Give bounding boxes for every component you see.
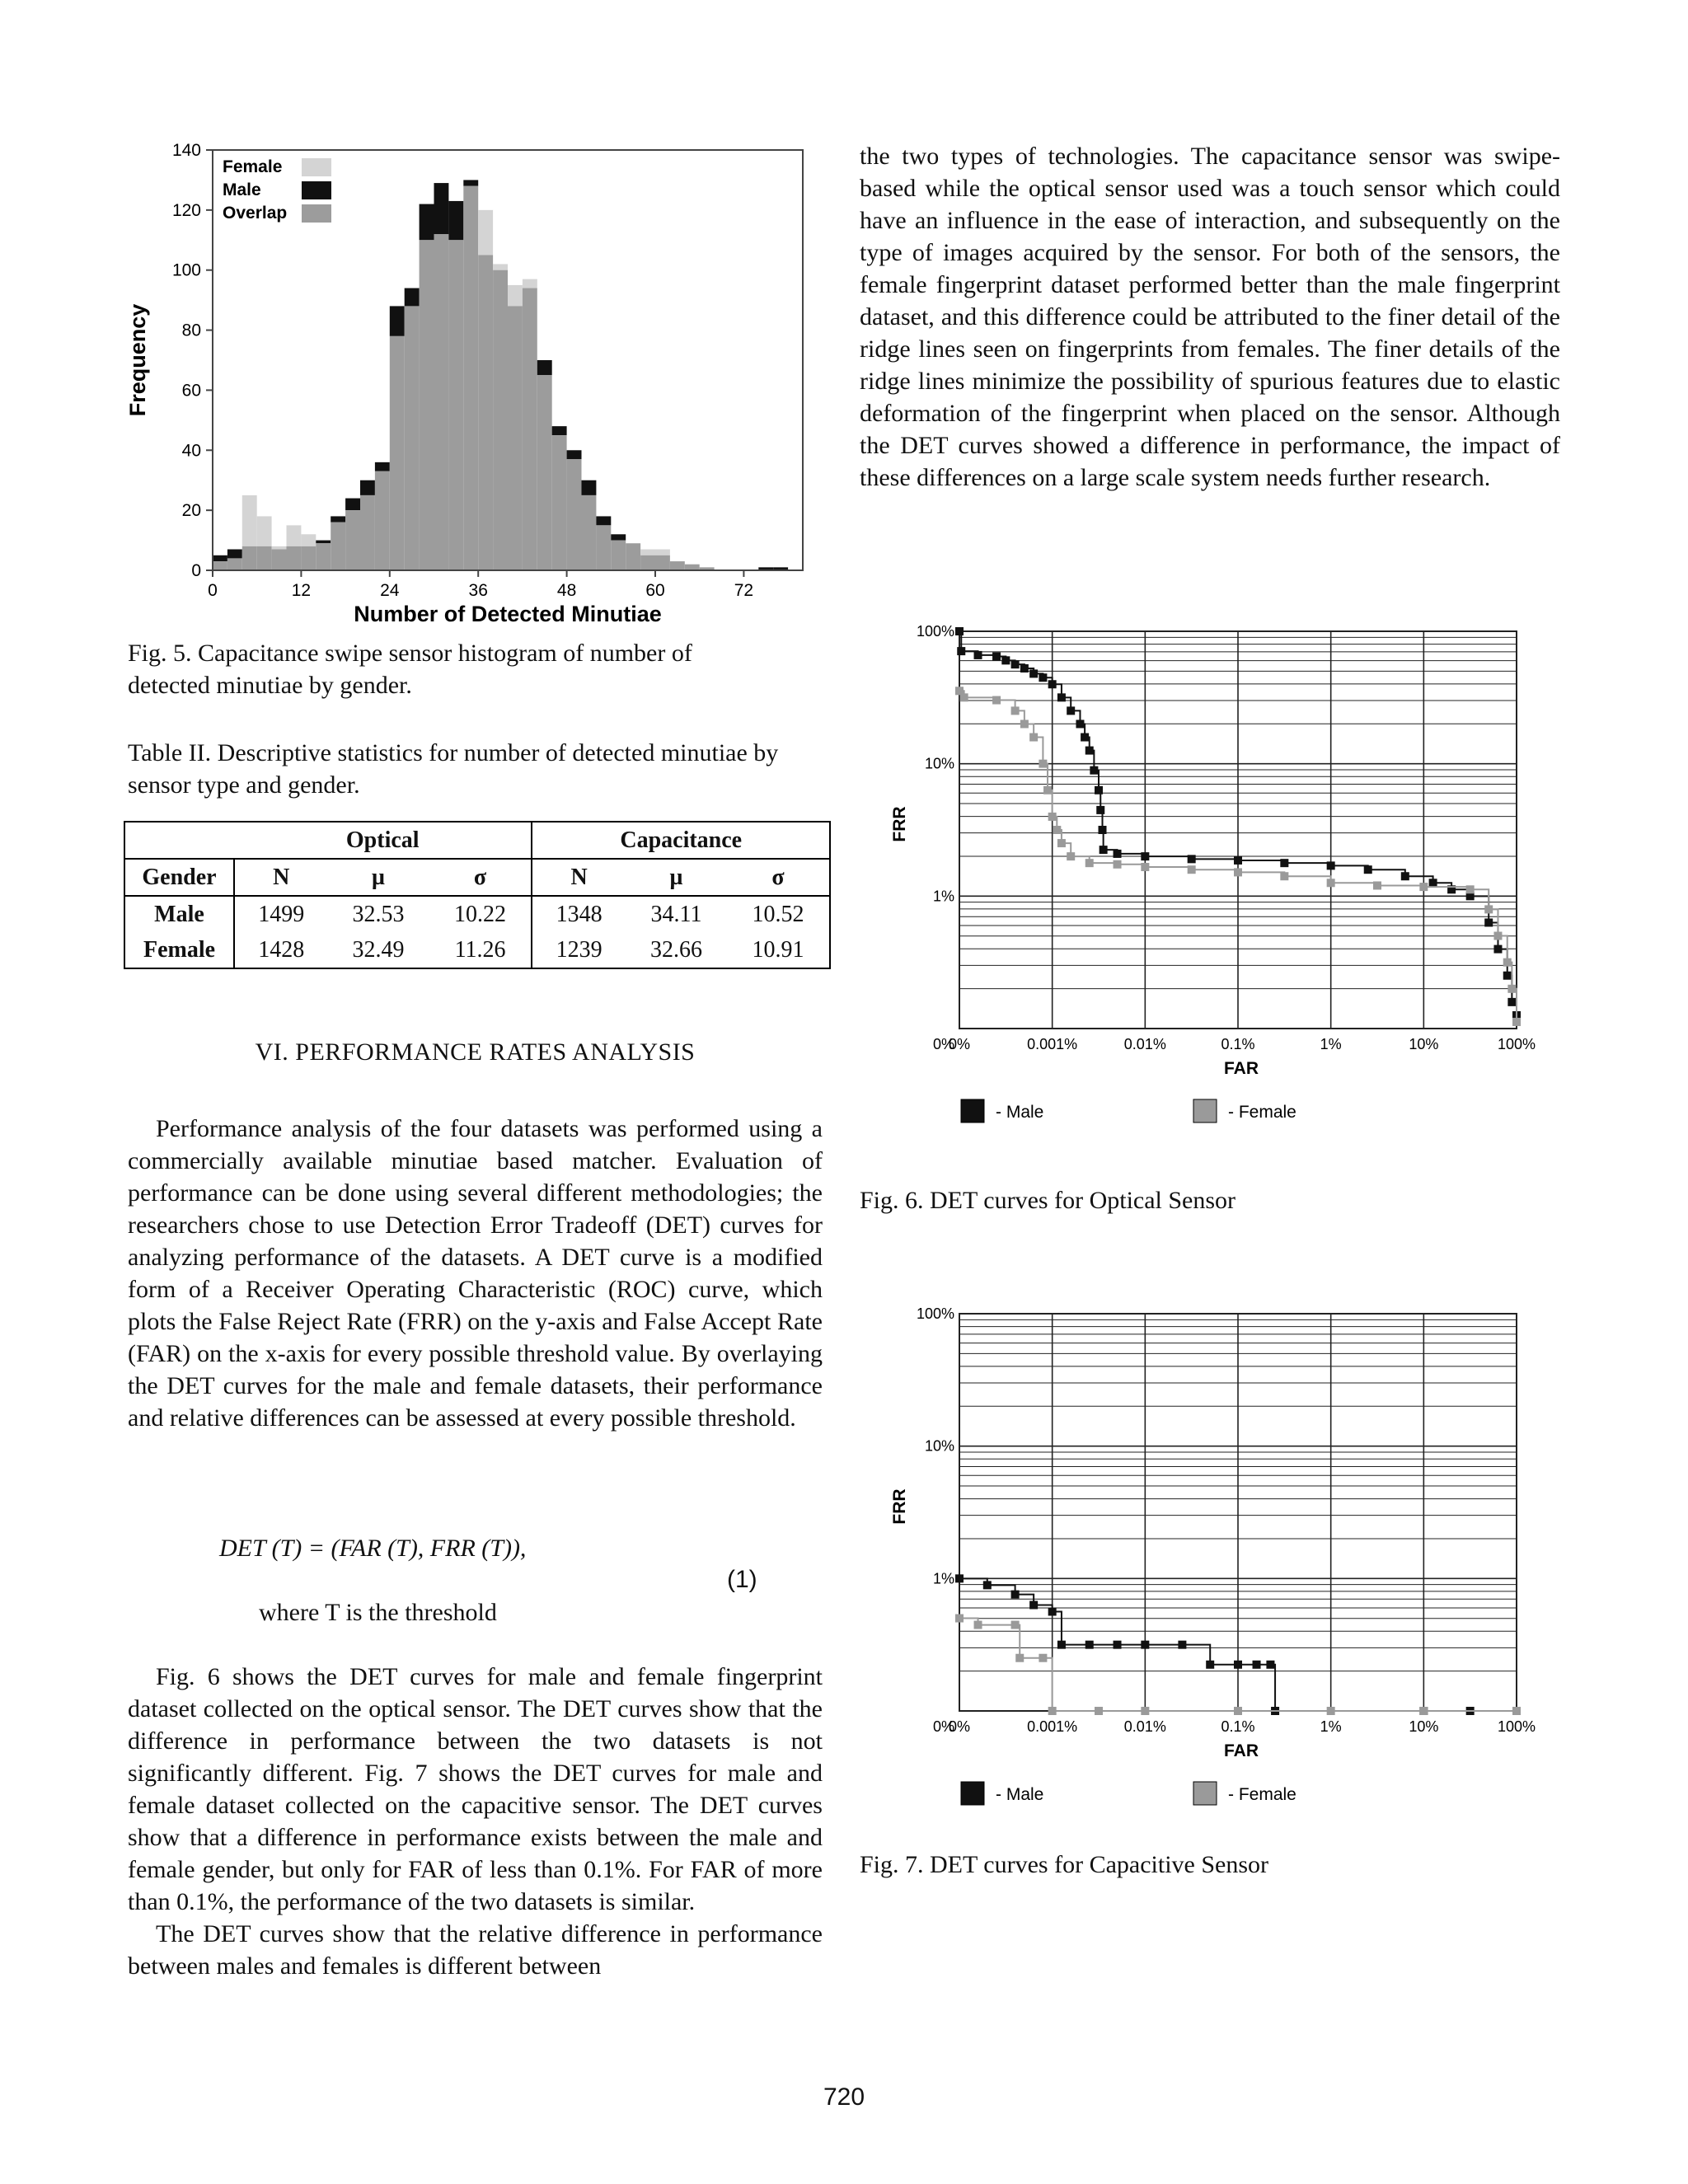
fig6-point-male [1085, 747, 1094, 755]
fig6-y-tick-label: 100% [916, 623, 954, 640]
fig7-point-male [1234, 1661, 1242, 1669]
fig5-bar-overlap [670, 561, 685, 570]
fig6-point-female [1141, 863, 1149, 871]
fig6-point-male [1234, 856, 1242, 865]
fig5-legend-female-label: Female [223, 157, 283, 176]
table-row [124, 932, 830, 968]
equation-note: where T is the threshold [259, 1599, 497, 1626]
fig5-legend-overlap-swatch [302, 204, 331, 223]
table2-cell: 10.52 [727, 896, 830, 932]
fig5-y-tick-label: 40 [181, 441, 201, 461]
fig5-bar-overlap [213, 561, 227, 570]
fig5-y-tick-label: 20 [181, 501, 201, 521]
fig7-point-male [1253, 1661, 1261, 1669]
fig5-bar-overlap [596, 525, 611, 570]
fig5-legend-overlap-label: Overlap [223, 204, 288, 223]
fig6-point-male [1099, 826, 1107, 834]
paragraph: Performance analysis of the four datasets was performed using a commercially available minutiae based matcher. Evaluation of performance can be done using several different methodologies; the researchers chose to use Detection Error Tradeoff (DET) curves for analyzing performance of the datasets. A DET curve is a modified form of a Receiver Operating Characteristic (ROC) curve, which plots the False Reject Rate (FRR) on the y-axis and False Accept Rate (FAR) on the x-axis for every possible threshold value. By overlaying the DET curves for the male and female datasets, their performance and relative differences can be assessed at every possible threshold. [128, 1115, 823, 1432]
fig5-bar-overlap [375, 471, 390, 570]
fig7-x-tick-label: 10% [1409, 1718, 1439, 1735]
fig7-point-male [1141, 1641, 1149, 1649]
table2-cell: 32.53 [327, 896, 429, 932]
fig6-point-male [1401, 872, 1409, 880]
fig5-bar-excess [463, 180, 478, 185]
fig6-y-tick-label: 10% [924, 755, 954, 772]
table2-cell: 1348 [532, 896, 625, 932]
fig5-x-tick-label: 60 [645, 581, 665, 600]
fig6-point-female [1466, 885, 1475, 893]
fig5-histogram [115, 132, 824, 635]
table2-cell: Female [143, 936, 216, 963]
fig7-point-female [1095, 1707, 1103, 1715]
fig7-point-male [1029, 1601, 1038, 1609]
fig5-bar-overlap [685, 565, 700, 570]
fig7-point-female [1512, 1707, 1521, 1715]
table2-cell: 1499 [234, 896, 327, 932]
fig6-point-male [1001, 656, 1010, 664]
fig6-point-female [1507, 985, 1516, 993]
table2 [124, 821, 831, 969]
table2-header: Gender [124, 859, 234, 896]
fig7-y-axis-label: FRR [890, 1488, 909, 1525]
fig7-point-female [1048, 1707, 1057, 1715]
fig5-bar-overlap [345, 510, 360, 570]
fig7-grid [959, 1314, 1517, 1711]
fig6-point-male [1188, 855, 1196, 863]
fig5-bar-overlap [257, 546, 272, 570]
table2-group-optical: Optical [345, 827, 420, 853]
fig7-point-male [983, 1581, 992, 1589]
fig7-point-male [1011, 1591, 1020, 1599]
fig6-point-male [1067, 706, 1075, 715]
fig6-point-male [1507, 998, 1516, 1006]
fig5-bar-overlap [655, 555, 670, 570]
fig5-bar-excess [508, 285, 523, 307]
fig6-point-male [1141, 852, 1149, 860]
fig6-point-female [1011, 706, 1020, 715]
fig5-bar-excess [478, 210, 493, 255]
fig7-point-female [1039, 1654, 1047, 1662]
fig7-legend-swatch-female [1193, 1782, 1217, 1805]
fig6-point-female [1053, 826, 1061, 834]
fig6-legend-label-male: - Male [996, 1103, 1044, 1122]
fig5-x-tick-label: 72 [734, 581, 754, 600]
fig6-point-female [1188, 865, 1196, 874]
fig5-bar-overlap [552, 435, 567, 570]
fig5-bar-excess [360, 480, 375, 495]
fig5-x-tick-label: 48 [556, 581, 577, 600]
fig7-caption: Fig. 7. DET curves for Capacitive Sensor [860, 1851, 1269, 1878]
fig5-bar-overlap [420, 240, 434, 570]
fig6-point-male [1503, 972, 1512, 980]
fig5-bar-overlap [567, 459, 582, 570]
fig6-point-male [974, 651, 982, 659]
fig5-y-axis-label: Frequency [125, 303, 150, 417]
fig5-bars [213, 180, 788, 570]
fig6-point-female [1484, 905, 1493, 913]
fig7-det-chart [874, 1301, 1558, 1820]
fig6-det-chart [874, 618, 1558, 1137]
fig5-bar-excess [405, 288, 420, 307]
fig5-bar-excess [390, 306, 405, 335]
fig6-point-female [1029, 733, 1038, 742]
fig7-legend-swatch-male [961, 1782, 984, 1805]
fig5-bar-excess [537, 360, 552, 375]
fig6-caption: Fig. 6. DET curves for Optical Sensor [860, 1187, 1236, 1214]
fig7-point-male [1178, 1641, 1186, 1649]
table2-header: N [234, 859, 327, 896]
fig5-bar-overlap [508, 306, 523, 570]
fig7-x-tick-label: 0.001% [1027, 1718, 1078, 1735]
fig6-x-tick-label: 0.1% [1221, 1036, 1255, 1052]
fig6-point-female [1039, 760, 1047, 768]
fig5-bar-excess [434, 183, 449, 234]
fig7-point-female [1141, 1707, 1149, 1715]
fig7-point-male [1266, 1661, 1274, 1669]
fig6-point-female [1503, 958, 1512, 967]
table2-header: µ [327, 859, 429, 896]
fig5-bar-excess [257, 516, 272, 546]
fig5-bar-excess [301, 534, 316, 546]
fig5-legend [223, 157, 331, 223]
fig5-x-tick-label: 36 [468, 581, 488, 600]
fig5-x-tick-label: 24 [380, 581, 400, 600]
fig6-point-female [1493, 932, 1502, 940]
fig5-x-axis-label: Number of Detected Minutiae [354, 602, 662, 626]
fig6-point-male [1029, 669, 1038, 677]
fig5-y-tick-label: 60 [181, 381, 201, 401]
fig5-legend-female-swatch [302, 158, 331, 176]
fig5-bar-overlap [523, 288, 537, 570]
fig7-point-male [955, 1574, 964, 1582]
table2-cell: 11.26 [454, 936, 506, 963]
table2-group-capacitance: Capacitance [532, 822, 830, 859]
fig5-y-tick-label: 100 [171, 260, 201, 280]
fig7-legend-label-male: - Male [996, 1785, 1044, 1804]
fig5-bar-excess [272, 546, 287, 550]
fig5-bar-excess [655, 550, 670, 555]
fig6-point-male [1011, 660, 1020, 668]
fig6-point-male [1484, 918, 1493, 926]
fig6-x-tick-label: 0.001% [1027, 1036, 1078, 1052]
fig5-bar-excess [287, 525, 302, 546]
fig7-point-female [955, 1615, 964, 1623]
fig5-bar-excess [213, 555, 227, 561]
fig6-x-tick-label: 1% [1320, 1036, 1342, 1052]
equation-number: (1) [727, 1566, 757, 1593]
fig6-point-female [1020, 719, 1029, 728]
fig5-bar-overlap [463, 186, 478, 570]
fig6-x-tick-label: 0% [948, 1036, 971, 1052]
table2-cell: 34.11 [626, 896, 727, 932]
fig6-point-female [1067, 852, 1075, 860]
fig6-point-female [1114, 860, 1122, 869]
fig5-bar-excess [227, 550, 242, 559]
section-heading: VI. PERFORMANCE RATES ANALYSIS [255, 1038, 696, 1066]
fig6-legend [961, 1099, 1296, 1122]
fig6-y-tick-label: 1% [932, 888, 954, 905]
fig6-x-tick-label: 0.01% [1123, 1036, 1166, 1052]
fig5-bar-excess [242, 495, 257, 546]
table2-cell: 32.49 [352, 936, 405, 963]
fig5-bar-excess [331, 516, 345, 522]
fig7-y-tick-label: 100% [916, 1305, 954, 1322]
fig5-bar-overlap [301, 546, 316, 570]
fig6-x-axis-label: FAR [1224, 1059, 1259, 1078]
fig6-point-female [1373, 881, 1381, 889]
fig7-point-male [1114, 1641, 1122, 1649]
fig5-bar-excess [596, 516, 611, 525]
fig5-bar-excess [552, 426, 567, 435]
fig5-y-tick-label: 120 [171, 200, 201, 220]
table2-cell: 10.91 [752, 936, 804, 963]
fig5-bar-overlap [626, 543, 640, 570]
fig5-bar-overlap [331, 523, 345, 570]
fig5-caption: Fig. 5. Capacitance swipe sensor histogram of number of detected minutiae by gender. [128, 640, 692, 699]
paragraph: The DET curves show that the relative difference in performance between males and females is different between [128, 1920, 823, 1980]
table2-cell: 32.66 [649, 936, 702, 963]
fig6-point-male [1100, 846, 1108, 854]
fig7-y-tick-label: 10% [924, 1437, 954, 1455]
fig5-bar-excess [611, 534, 626, 540]
fig7-x-tick-label: 1% [1320, 1718, 1342, 1735]
fig6-point-female [960, 693, 968, 701]
table2-header: σ [727, 859, 830, 896]
fig5-bar-excess [375, 462, 390, 471]
fig6-point-male [1095, 786, 1103, 794]
fig6-point-female [1048, 813, 1057, 821]
fig6-point-male [1039, 673, 1047, 682]
fig5-x-ticks [208, 570, 753, 600]
fig6-point-male [1429, 879, 1437, 887]
fig5-bar-overlap [434, 234, 449, 570]
fig5-bar-overlap [478, 255, 493, 571]
fig5-bar-overlap [316, 543, 331, 570]
fig6-point-female [1512, 1018, 1521, 1026]
fig6-point-male [1057, 693, 1066, 701]
fig6-point-female [992, 696, 1001, 705]
fig6-point-female [1419, 883, 1428, 891]
table2-header: σ [429, 859, 532, 896]
fig7-point-male [1048, 1608, 1057, 1616]
fig5-bar-excess [316, 541, 331, 544]
fig5-bar-overlap [405, 306, 420, 570]
fig6-point-male [1114, 850, 1122, 858]
fig7-point-female [1327, 1707, 1335, 1715]
fig6-x-tick-label: 100% [1497, 1036, 1536, 1052]
fig5-bar-overlap [640, 555, 655, 570]
fig6-point-male [1493, 945, 1502, 954]
fig6-point-male [1280, 859, 1288, 867]
fig7-y-bottom-label: 0% [932, 1718, 954, 1735]
fig5-bar-overlap [360, 495, 375, 570]
fig5-bar-excess [582, 480, 597, 495]
fig6-point-female [1280, 872, 1288, 880]
fig5-bar-excess [448, 201, 463, 240]
fig6-point-male [1096, 806, 1104, 814]
fig5-bar-excess [567, 450, 582, 459]
table2-header-row [124, 859, 830, 896]
fig6-point-male [992, 653, 1001, 661]
fig7-point-female [1234, 1707, 1242, 1715]
fig7-y-tick-label: 1% [932, 1570, 954, 1587]
paragraph: the two types of technologies. The capacitance sensor was swipe-based while the optical sensor used was a touch sensor which could have an influence in the ease of interaction, and subsequently on the type of images acquired by the sensor. For both of the sensors, the female fingerprint dataset performed better than the male fingerprint dataset, and this difference could be attributed to the finer detail of the ridge lines seen on fingerprints from females. The finer details of the ridge lines minimize the possibility of spurious features due to elastic deformation of the fingerprint when placed on the sensor. Although the DET curves showed a difference in performance, the impact of these differences on a large scale system needs further research. [860, 143, 1560, 491]
table-row [124, 896, 830, 932]
table2-header: N [532, 859, 625, 896]
fig5-bar-excess [523, 279, 537, 288]
fig6-point-male [1327, 861, 1335, 869]
fig6-point-male [1081, 733, 1089, 742]
fig5-x-tick-label: 12 [291, 581, 312, 600]
fig5-bar-overlap [582, 495, 597, 570]
fig5-bar-overlap [611, 541, 626, 570]
fig7-x-tick-label: 100% [1497, 1718, 1536, 1735]
fig6-point-male [1020, 664, 1029, 673]
fig5-bar-overlap [537, 375, 552, 570]
fig7-point-male [1206, 1661, 1214, 1669]
fig6-point-male [1076, 719, 1084, 728]
fig7-x-tick-label: 0.1% [1221, 1718, 1255, 1735]
fig7-point-female [974, 1621, 982, 1629]
fig6-point-female [1327, 879, 1335, 887]
fig7-point-male [1057, 1641, 1066, 1649]
fig6-legend-swatch-female [1193, 1099, 1217, 1122]
fig5-legend-male-label: Male [223, 180, 261, 199]
fig6-grid [959, 631, 1517, 1029]
fig6-y-bottom-label: 0% [932, 1036, 954, 1052]
fig7-x-tick-label: 0% [948, 1718, 971, 1735]
fig5-y-ticks [172, 141, 213, 580]
fig6-point-female [1057, 839, 1066, 847]
fig6-point-female [1234, 868, 1242, 876]
fig5-bar-overlap [493, 270, 508, 570]
equation-formula: DET (T) = (FAR (T), FRR (T)), [219, 1535, 527, 1562]
fig6-tick-labels [917, 623, 1536, 1052]
fig5-y-tick-label: 0 [191, 561, 201, 580]
table2-cell: 10.22 [429, 896, 532, 932]
fig6-point-female [1043, 786, 1052, 794]
fig5-y-tick-label: 80 [181, 321, 201, 340]
fig5-bar-overlap [287, 546, 302, 570]
fig5-x-tick-label: 0 [208, 581, 218, 600]
fig7-point-female [1011, 1621, 1020, 1629]
fig7-legend [961, 1782, 1296, 1805]
fig5-bar-excess [420, 204, 434, 241]
fig5-bar-excess [345, 499, 360, 511]
fig6-x-tick-label: 10% [1409, 1036, 1439, 1052]
fig6-legend-label-female: - Female [1228, 1103, 1296, 1122]
fig7-x-axis-label: FAR [1224, 1741, 1259, 1760]
fig6-point-female [1085, 859, 1094, 867]
table2-header: µ [626, 859, 727, 896]
fig5-bar-overlap [242, 546, 257, 570]
fig7-tick-labels [917, 1305, 1536, 1735]
fig5-legend-male-swatch [302, 181, 331, 199]
fig6-point-male [957, 647, 965, 655]
fig7-x-tick-label: 0.01% [1123, 1718, 1166, 1735]
fig7-legend-label-female: - Female [1228, 1785, 1296, 1804]
fig6-point-male [955, 627, 964, 635]
fig6-point-male [1090, 766, 1098, 775]
fig5-bar-excess [493, 264, 508, 269]
fig7-point-male [1085, 1641, 1094, 1649]
table2-cell: Male [124, 896, 234, 932]
fig5-bar-overlap [227, 558, 242, 570]
fig6-legend-swatch-male [961, 1099, 984, 1122]
fig6-point-male [1364, 865, 1372, 874]
table2-caption: Table II. Descriptive statistics for number of detected minutiae by sensor type and gender. [128, 739, 779, 799]
fig5-bar-overlap [390, 336, 405, 570]
fig5-bar-overlap [448, 240, 463, 570]
fig6-point-male [1048, 680, 1057, 688]
page-number: 720 [823, 2083, 865, 2111]
table2-group-header-row [124, 822, 830, 859]
fig5-bar-excess [640, 550, 655, 555]
table2-cell: 1239 [532, 932, 625, 968]
paragraph: Fig. 6 shows the DET curves for male and female fingerprint dataset collected on the optical sensor. The DET curves show that the difference in performance between the two datasets is not significantly different. Fig. 7 shows the DET curves for male and female dataset collected on the capacitive sensor. The DET curves show that a difference in performance exists between the male and female gender, but only for FAR of less than 0.1%. For FAR of more than 0.1%, the performance of the two datasets is similar. [128, 1663, 823, 1915]
fig5-y-tick-label: 140 [171, 141, 201, 160]
fig7-point-female [1015, 1654, 1024, 1662]
table2-cell: 1428 [234, 932, 327, 968]
fig6-y-axis-label: FRR [890, 806, 909, 842]
fig7-point-female [1419, 1707, 1428, 1715]
fig5-bar-overlap [272, 550, 287, 571]
